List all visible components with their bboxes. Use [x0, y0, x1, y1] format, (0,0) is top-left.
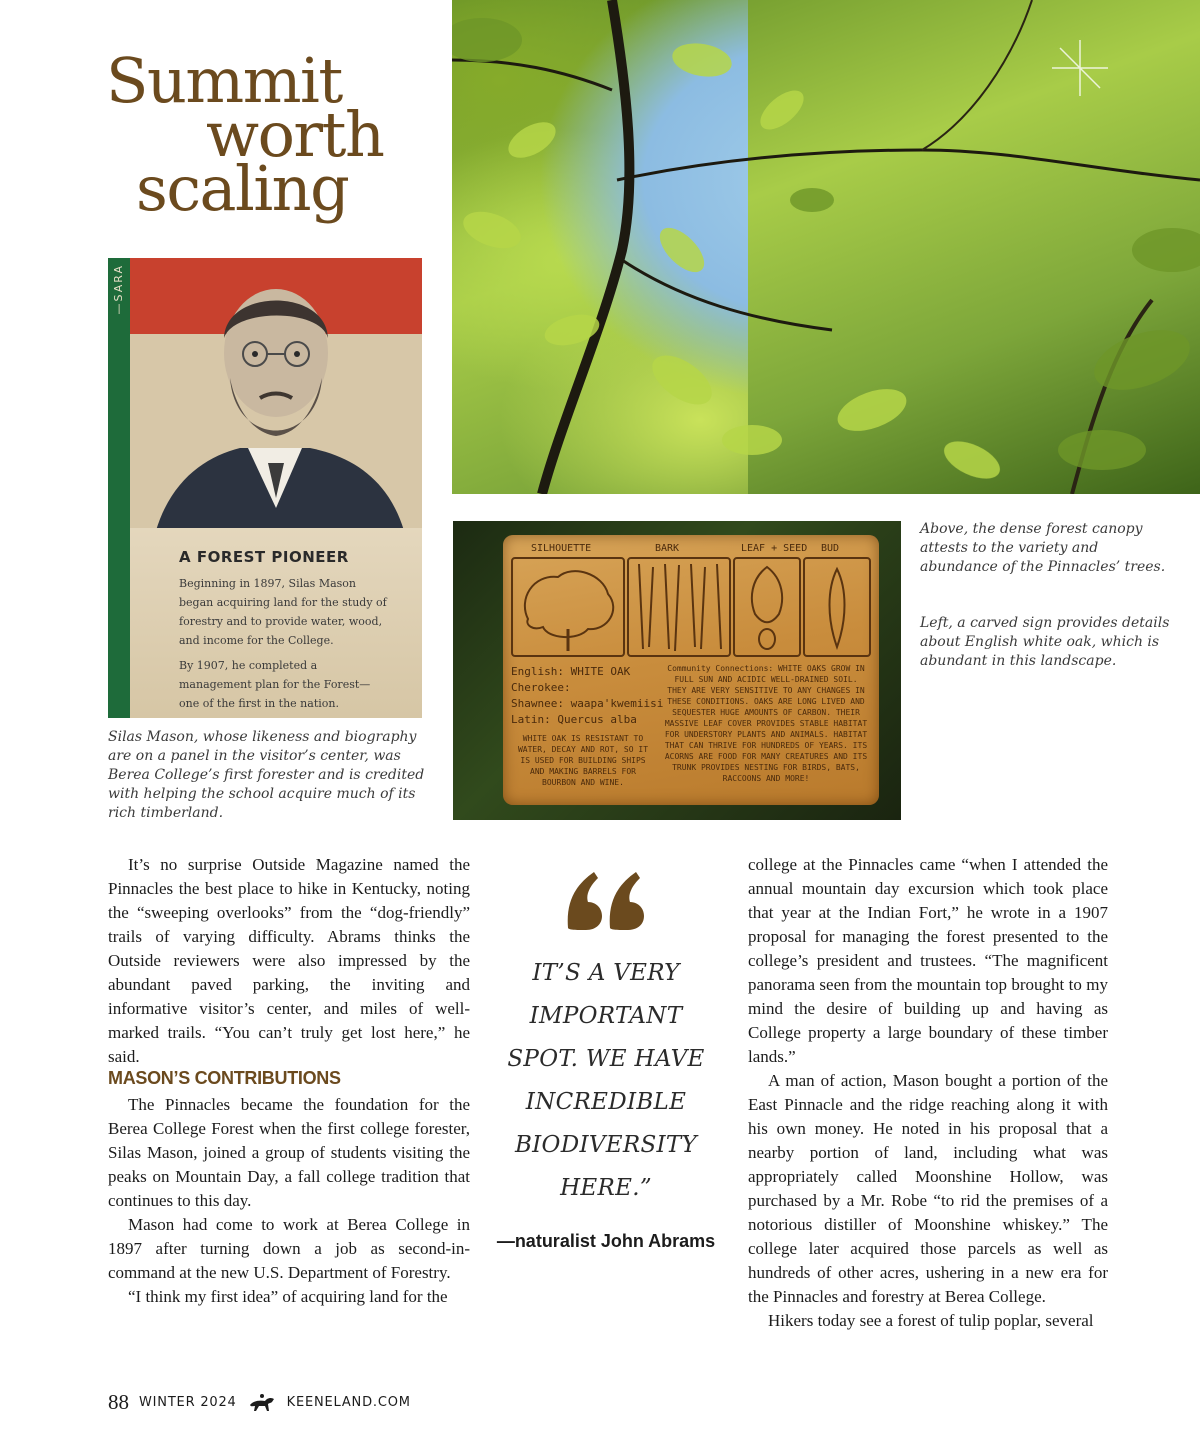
panel-paragraph-1: Beginning in 1897, Silas Mason began acquiring land for the study of forestry and to provide water, wood, and income for the College.: [179, 577, 387, 647]
section-subhead: MASON’S CONTRIBUTIONS: [108, 1068, 341, 1088]
headline: [106, 44, 426, 225]
pull-quote-text: IT’S A VERY IMPORTANT SPOT. WE HAVE INCREDIBLE BIODIVERSITY HERE.”: [507, 960, 705, 1201]
body-paragraph: Hikers today see a forest of tulip poplar, several: [768, 1311, 1094, 1330]
sign-english-name: English: WHITE OAK: [511, 665, 631, 678]
oak-bud-icon: [805, 559, 869, 655]
sign-bud-panel: [803, 557, 871, 657]
issue-label: WINTER 2024: [139, 1394, 237, 1410]
headline-line-3: scaling: [136, 152, 349, 225]
sign-shawnee-name: Shawnee: waapa'kwemiisi: [511, 697, 664, 710]
body-paragraph: Mason had come to work at Berea College in 1897 after turning down a job as second-in-command at the new U.S. Department of Forestry.: [108, 1215, 470, 1282]
sign-right-text: Community Connections: WHITE OAKS GROW IN FULL SUN AND ACIDIC WELL-DRAINED SOIL. THEY ARE VERY SENSITIVE TO ANY CHANGES IN THESE CONDITIONS. OAKS ARE LONG LIVED AND SEQUESTER HUGE AMOUNTS OF CARBON. THEIR MASSIVE LEAF COVER PROVIDES STABLE HABITAT FOR UNDERSTORY PLANTS AND ANIMALS. HABITAT THAT CAN THRIVE FOR HUNDREDS OF YEARS. ITS ACORNS ARE FOOD FOR MANY CREATURES AND ITS TRUNK PROVIDES NESTING FOR BIRDS, BATS, RACCOONS AND MORE!: [664, 664, 868, 783]
body-paragraph: “I think my first idea” of acquiring land for the: [128, 1287, 448, 1306]
sign-left-text: WHITE OAK IS RESISTANT TO WATER, DECAY AND ROT, SO IT IS USED FOR BUILDING SHIPS AND MAKING BARRELS FOR BOURBON AND WINE.: [517, 734, 649, 787]
panel-paragraph-2: By 1907, he completed a management plan for the Forest—one of the first in the nation.: [179, 659, 371, 710]
caption-right-1: Above, the dense forest canopy attests to the variety and abundance of the Pinnacles’ trees.: [920, 521, 1166, 575]
body-column-right: [748, 853, 1108, 1333]
page-footer: [108, 1387, 411, 1417]
sign-silhouette-panel: [511, 557, 625, 657]
sign-latin-name: Latin: Quercus alba: [511, 713, 637, 726]
white-oak-sign-photo: [453, 521, 901, 820]
headline-line-1: Summit: [106, 44, 342, 117]
panel-heading: A FOREST PIONEER: [179, 548, 349, 566]
panel-edge-text: —SARA: [112, 264, 125, 315]
body-paragraph: college at the Pinnacles came “when I attended the annual mountain day excursion which took place that year at the Indian Fort,” he wrote in a 1907 proposal for managing the forest presented to the college’s president and trustees. “The magnificent panorama seen from the mountain top brought to my mind the desire of building up and having as College property a large boundary of these timber lands.”: [748, 855, 1108, 1066]
sign-header-bark: BARK: [655, 543, 680, 554]
body-column-left: [108, 853, 470, 1069]
oak-silhouette-icon: [513, 559, 623, 655]
sign-cherokee-name: Cherokee:: [511, 681, 571, 694]
forest-canopy-photo: [452, 0, 1200, 494]
body-paragraph: It’s no surprise Outside Magazine named the Pinnacles the best place to hike in Kentucky, noting the “sweeping overlooks” from the “dog-friendly” trails of varying difficulty. Abrams thinks the Outside reviewers were also impressed by the abundant paved parking, the inviting and informative visitor’s center, and miles of well-marked trails. “You can’t truly get lost here,” he said.: [108, 855, 470, 1066]
horse-jockey-icon: [247, 1391, 277, 1413]
sign-bark-panel: [627, 557, 731, 657]
bark-texture-icon: [629, 559, 729, 655]
carved-sign-board: [503, 535, 879, 805]
canopy-branches-illustration: [452, 0, 1200, 494]
caption-left: Silas Mason, whose likeness and biography are on a panel in the visitor’s center, was Berea College’s first forester and is credited with helping the school acquire much of its rich timberland.: [108, 729, 425, 821]
headline-line-2: worth: [206, 98, 384, 171]
pull-quote-attribution: —naturalist John Abrams: [496, 1231, 716, 1251]
page-number: 88: [108, 1389, 129, 1414]
body-paragraph: A man of action, Mason bought a portion of the East Pinnacle and the ridge reaching along it with his own money. He noted in his proposal that a nearby portion of land, including what was appropriately called Moonshine Hollow, was purchased by a Mr. Robe “to rid the premises of a notorious distiller of Moonshine whiskey.” The college later acquired those parcels as well as hundreds of other acres, ushering in a new era for the Pinnacles and forestry at Berea College.: [748, 1071, 1108, 1306]
sign-header-leaf-seed: LEAF + SEED: [741, 543, 808, 554]
sign-leaf-panel: [733, 557, 801, 657]
sign-header-silhouette: SILHOUETTE: [531, 543, 592, 554]
sign-header-bud: BUD: [821, 543, 840, 554]
silas-mason-portrait: [130, 258, 422, 558]
body-column-left-continued: [108, 1093, 470, 1309]
site-label: KEENELAND.COM: [286, 1394, 411, 1410]
body-paragraph: The Pinnacles became the foundation for the Berea College Forest when the first college forester, Silas Mason, joined a group of students visiting the peaks on Mountain Day, a fall college tradition that continues to this day.: [108, 1095, 470, 1210]
panel-green-edge: [108, 258, 130, 718]
oak-leaf-icon: [735, 559, 799, 655]
quote-mark-icon: [560, 848, 650, 938]
caption-right-2: Left, a carved sign provides details about English white oak, which is abundant in this landscape.: [920, 615, 1170, 669]
